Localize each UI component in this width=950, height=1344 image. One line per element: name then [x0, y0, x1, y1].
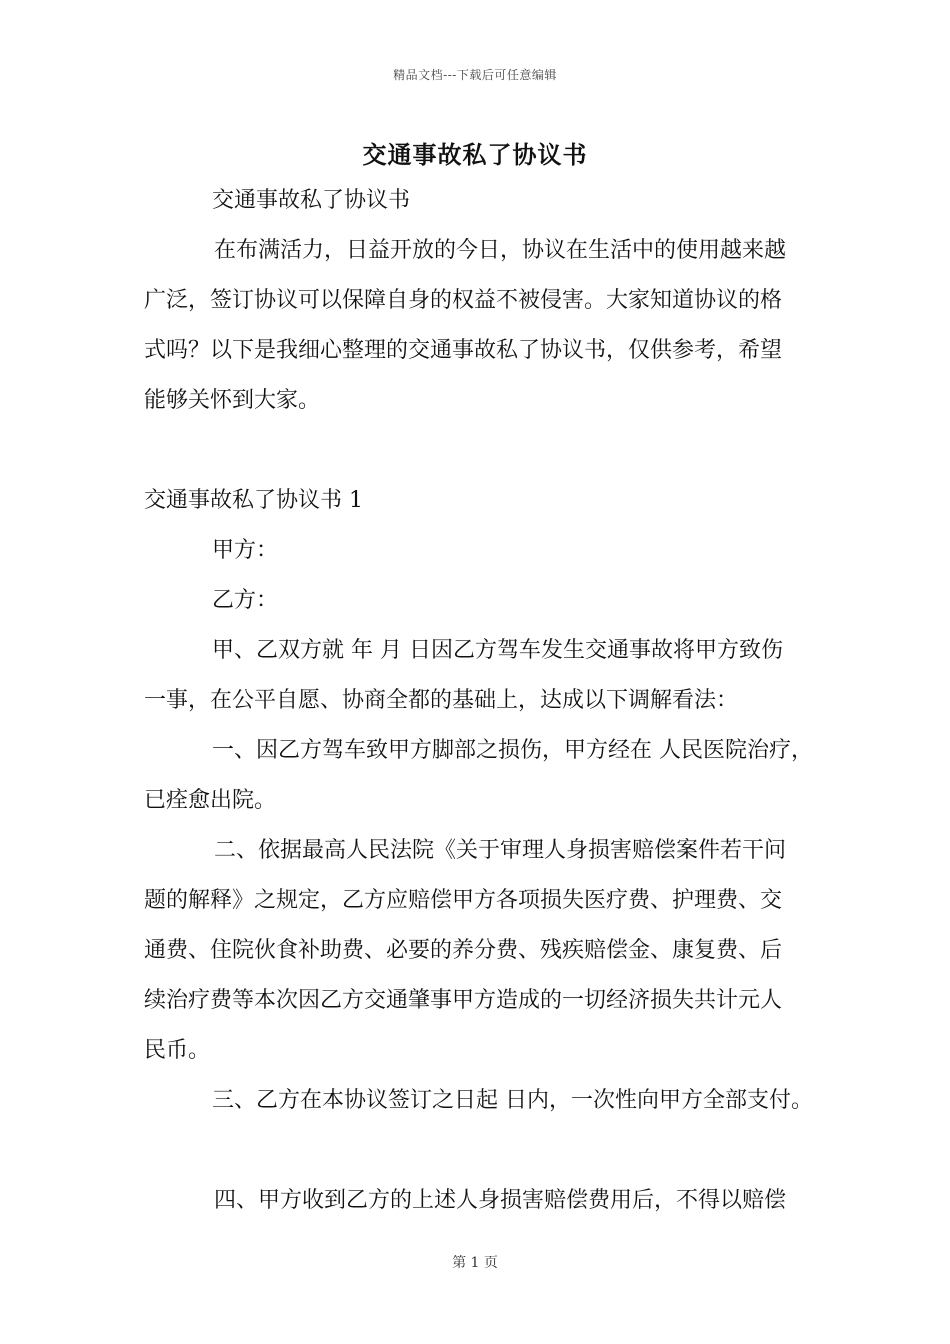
page-number: 第 1 页 — [452, 1255, 498, 1271]
paragraph-line: 广泛，签订协议可以保障自身的权益不被侵害。大家知道协议的格 — [144, 288, 783, 313]
clause-1-line: 已痊愈出院。 — [144, 788, 277, 813]
party-b-line: 乙方： — [212, 588, 279, 613]
paragraph-line: 在布满活力，日益开放的今日，协议在生活中的使用越来越 — [214, 238, 787, 263]
clause-2-line: 民币。 — [144, 1038, 211, 1063]
page-header: 精品文档---下载后可任意编辑 — [393, 68, 557, 82]
paragraph-line: 甲、乙双方就 年 月 日因乙方驾车发生交通事故将甲方致伤 — [212, 638, 783, 663]
clause-3-line: 三、乙方在本协议签订之日起 日内，一次性向甲方全部支付。 — [212, 1088, 813, 1113]
party-a-line: 甲方： — [212, 538, 279, 563]
paragraph-line: 能够关怀到大家。 — [144, 388, 321, 413]
clause-2-line: 二、依据最高人民法院《关于审理人身损害赔偿案件若干问 — [214, 838, 787, 863]
clause-2-line: 题的解释》之规定，乙方应赔偿甲方各项损失医疗费、护理费、交 — [144, 888, 783, 913]
paragraph-line: 一事，在公平自愿、协商全都的基础上，达成以下调解看法： — [144, 688, 739, 713]
document-title: 交通事故私了协议书 — [362, 140, 588, 169]
paragraph-line: 式吗？以下是我细心整理的交通事故私了协议书，仅供参考，希望 — [144, 338, 783, 363]
clause-1-line: 一、因乙方驾车致甲方脚部之损伤，甲方经在 人民医院治疗， — [212, 738, 813, 763]
clause-2-line: 续治疗费等本次因乙方交通肇事甲方造成的一切经济损失共计元人 — [144, 988, 783, 1013]
clause-4-line: 四、甲方收到乙方的上述人身损害赔偿费用后，不得以赔偿 — [214, 1188, 787, 1213]
subtitle-line: 交通事故私了协议书 — [212, 188, 411, 213]
clause-2-line: 通费、住院伙食补助费、必要的养分费、残疾赔偿金、康复费、后 — [144, 938, 783, 963]
section-heading: 交通事故私了协议书 1 — [144, 488, 363, 513]
